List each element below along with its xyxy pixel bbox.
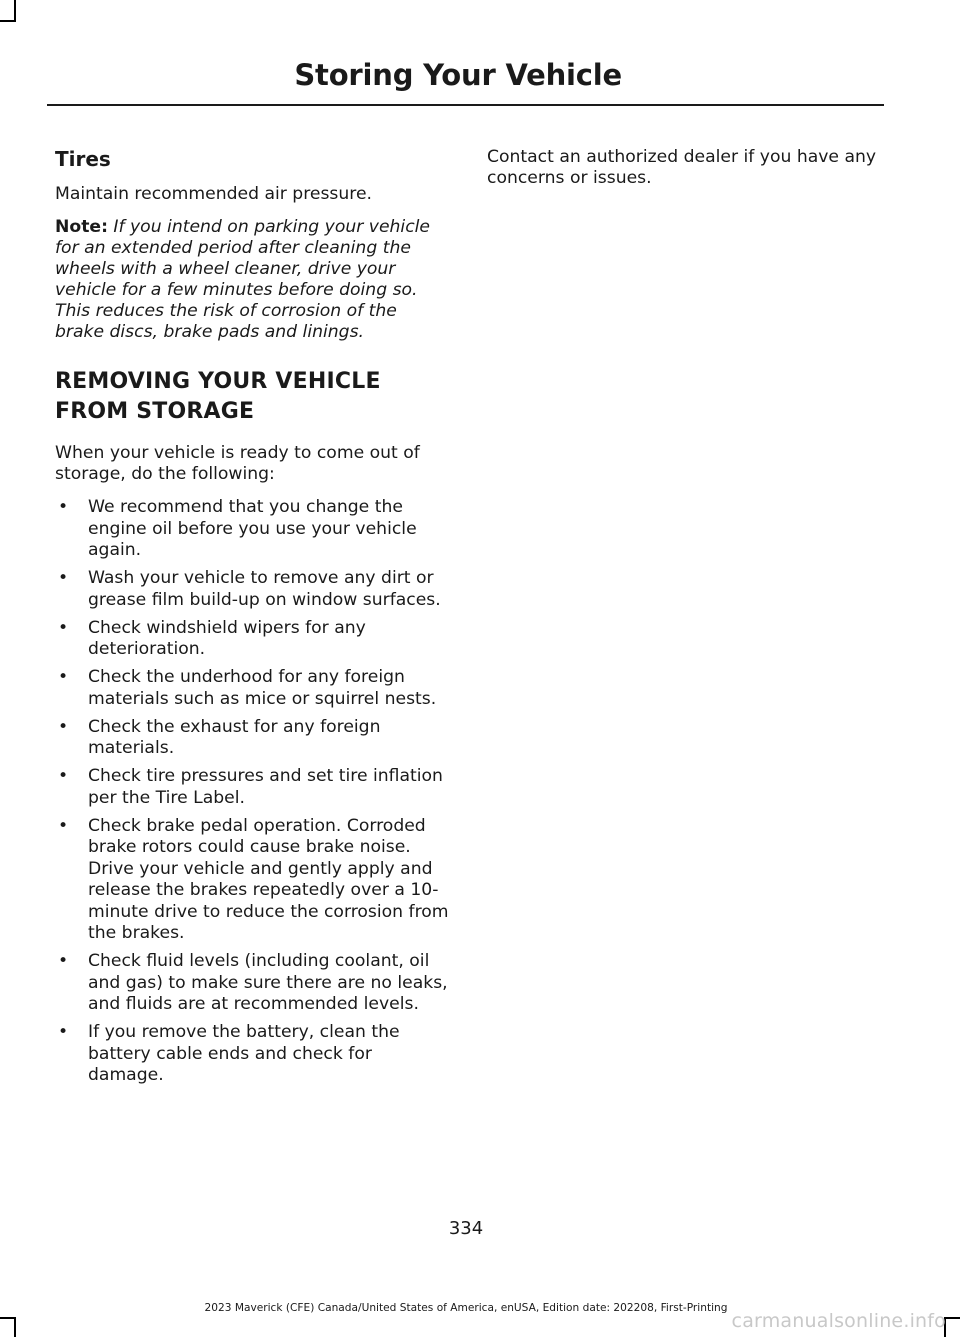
bullet-icon: • (58, 766, 69, 786)
list-item-text: Check the underhood for any foreign materials such as mice or squirrel nests. (88, 667, 437, 709)
list-item-text: Check windshield wipers for any deterioration. (88, 617, 366, 659)
list-item-text: Check the exhaust for any foreign materials. (88, 716, 381, 758)
list-item-text: Check fluid levels (including coolant, oil and gas) to make sure there are no leaks, and fluids are at recommended levels. (88, 951, 448, 1014)
list-item-text: We recommend that you change the engine oil before you use your vehicle again. (88, 497, 417, 560)
crop-mark (944, 1317, 960, 1319)
edition-footer: 2023 Maverick (CFE) Canada/United States of America, enUSA, Edition date: 202208, First-Printing (204, 1302, 728, 1314)
note-body: If you intend on parking your vehicle for an extended period after cleaning the wheels with a wheel cleaner, drive your vehicle for a few minutes before doing so. This reduces the risk of corrosion of the brake discs, brake pads and linings. (55, 217, 430, 342)
bullet-icon: • (58, 497, 69, 517)
section-heading-line1: REMOVING YOUR VEHICLE (55, 369, 381, 394)
list-item-text: Check tire pressures and set tire inflation per the Tire Label. (88, 766, 443, 808)
note-paragraph (55, 217, 451, 343)
list-item (55, 618, 451, 661)
watermark: carmanualsonline.info (731, 1310, 946, 1332)
list-item (55, 816, 451, 945)
list-item (55, 568, 451, 611)
list-item (55, 667, 451, 710)
section-heading-line2: FROM STORAGE (55, 399, 255, 424)
page-title: Storing Your Vehicle (294, 58, 622, 92)
list-item (55, 1022, 451, 1087)
crop-mark (14, 1317, 16, 1337)
section-heading (55, 367, 451, 427)
bullet-icon: • (58, 815, 69, 836)
list-item-text: Check brake pedal operation. Corroded brake rotors could cause brake noise. Drive your vehicle and gently apply and release the brakes repeatedly over a 10-minute drive to reduce the corrosion from the brakes. (88, 815, 449, 943)
storage-intro: When your vehicle is ready to come out of storage, do the following: (55, 443, 420, 484)
crop-mark (0, 1317, 16, 1319)
page-number: 334 (448, 1218, 484, 1239)
tires-body: Maintain recommended air pressure. (55, 184, 373, 204)
right-column (487, 147, 879, 201)
header-divider (47, 104, 884, 106)
crop-mark (14, 0, 16, 20)
bullet-icon: • (58, 617, 69, 638)
list-item-text: If you remove the battery, clean the battery cable ends and check for damage. (88, 1022, 400, 1085)
checklist (55, 497, 451, 1087)
bullet-icon: • (58, 667, 69, 687)
list-item (55, 717, 451, 760)
note-label: Note: (55, 217, 108, 237)
crop-mark (0, 20, 16, 22)
bullet-icon: • (58, 951, 69, 971)
left-column (55, 142, 451, 1093)
list-item (55, 766, 451, 809)
list-item (55, 951, 451, 1016)
bullet-icon: • (58, 716, 69, 737)
list-item-text: Wash your vehicle to remove any dirt or grease film build-up on window surfaces. (88, 568, 441, 610)
bullet-icon: • (58, 568, 69, 588)
bullet-icon: • (58, 1022, 69, 1042)
dealer-contact-text: Contact an authorized dealer if you have any concerns or issues. (487, 147, 877, 188)
list-item (55, 497, 451, 562)
tires-heading: Tires (55, 147, 111, 171)
